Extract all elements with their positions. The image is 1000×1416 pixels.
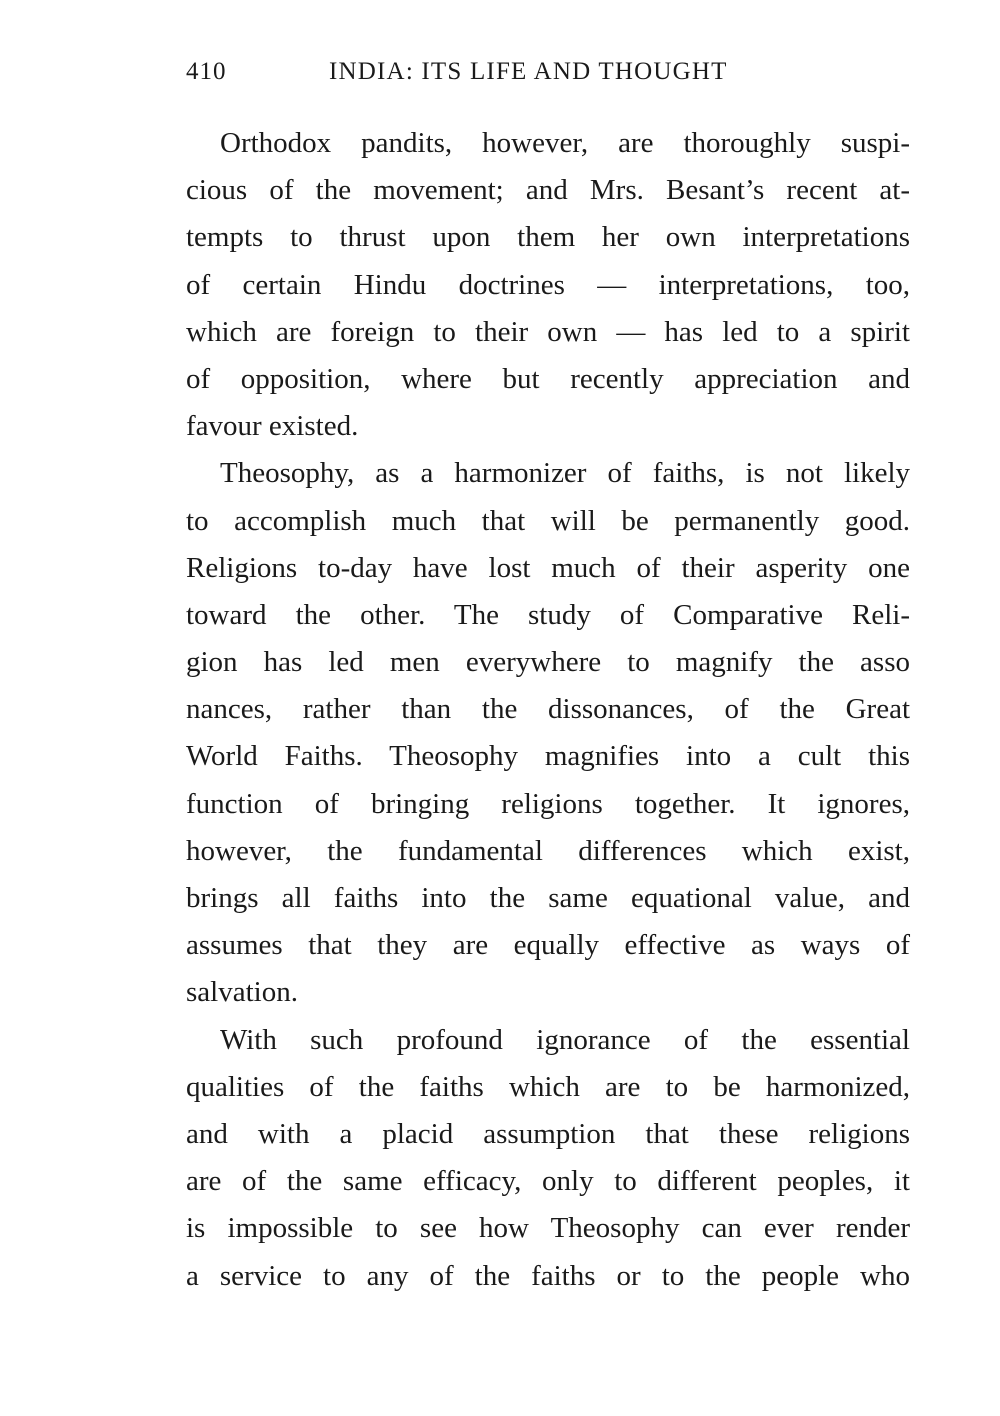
text-line: tempts to thrust upon them her own interpretations	[186, 221, 910, 254]
paragraph	[186, 450, 910, 1016]
text-line: nances, rather than the dissonances, of the Great	[186, 693, 910, 726]
body-text	[186, 120, 910, 1300]
paragraph	[186, 120, 910, 450]
text-line: favour existed.	[186, 410, 359, 443]
text-line: salvation.	[186, 976, 298, 1009]
text-line: function of bringing religions together. It ignores,	[186, 787, 910, 820]
text-line: is impossible to see how Theosophy can ever render	[186, 1212, 910, 1245]
text-line: Theosophy, as a harmonizer of faiths, is not likely	[220, 457, 910, 490]
paragraph	[186, 1017, 910, 1300]
text-line: of opposition, where but recently appreciation and	[186, 362, 910, 395]
text-line: World Faiths. Theosophy magnifies into a cult this	[186, 740, 910, 773]
text-line: of certain Hindu doctrines — interpretations, too,	[186, 268, 910, 301]
text-line: brings all faiths into the same equational value, and	[186, 882, 910, 914]
running-head	[186, 58, 910, 98]
text-line: With such profound ignorance of the essential	[220, 1023, 910, 1056]
text-line: are of the same efficacy, only to different peoples, it	[186, 1165, 910, 1198]
text-line: gion has led men everywhere to magnify the asso	[186, 646, 910, 679]
running-title: INDIA: ITS LIFE AND THOUGHT	[329, 58, 728, 85]
text-line: a service to any of the faiths or to the people who	[186, 1259, 910, 1292]
text-line: and with a placid assumption that these religions	[186, 1117, 910, 1150]
text-line: qualities of the faiths which are to be harmonized,	[186, 1070, 910, 1103]
text-line: toward the other. The study of Comparative Reli-	[186, 598, 910, 631]
text-line: which are foreign to their own — has led to a spirit	[186, 315, 910, 348]
text-line: to accomplish much that will be permanently good.	[186, 504, 910, 537]
text-line: Orthodox pandits, however, are thoroughly suspi-	[220, 127, 910, 159]
text-line: Religions to-day have lost much of their asperity one	[186, 551, 910, 584]
text-line: cious of the movement; and Mrs. Besant’s recent at-	[186, 174, 910, 207]
text-line: however, the fundamental differences which exist,	[186, 834, 910, 867]
page-number: 410	[186, 58, 227, 85]
text-line: assumes that they are equally effective as ways of	[186, 929, 910, 962]
